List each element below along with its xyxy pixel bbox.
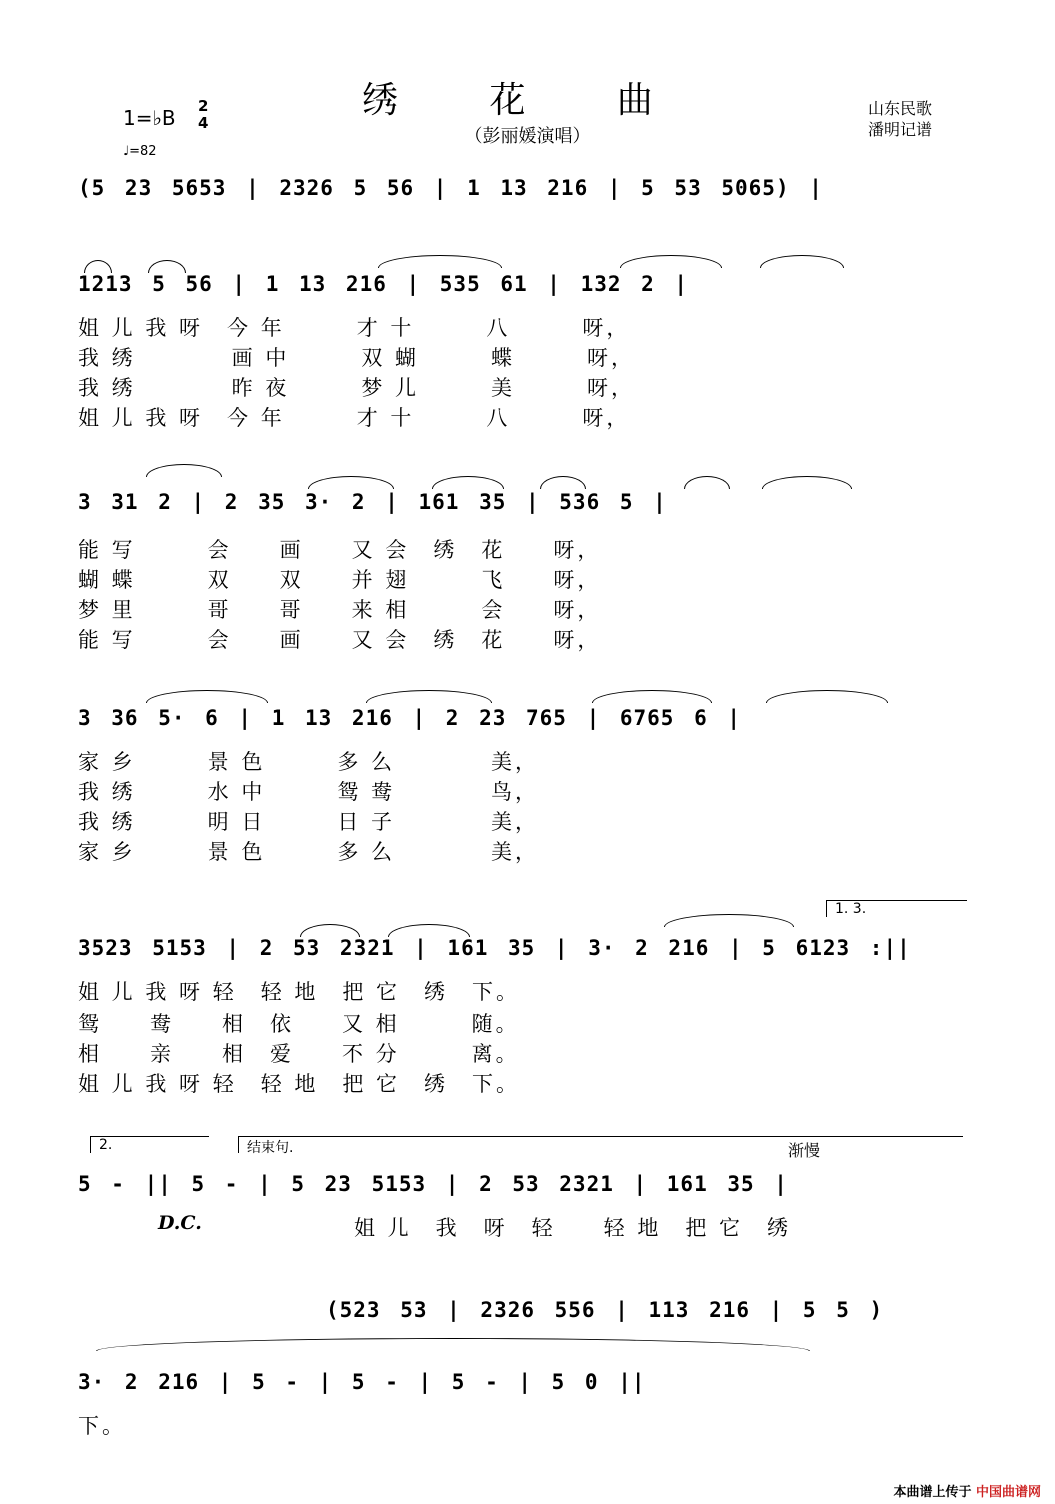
song-subtitle: （彭丽媛演唱） — [464, 126, 591, 147]
notation-line: 3 31 2 | 2 35 3· 2 | 161 35 | 536 5 | — [78, 490, 667, 514]
slur — [308, 476, 394, 489]
meter-bottom: 4 — [198, 114, 209, 132]
system-4 — [78, 706, 973, 742]
lyric-verse-2: 鸳 鸯 相 依 又 相 随。 — [78, 1012, 520, 1036]
slur — [146, 464, 222, 477]
slur — [96, 1338, 810, 1351]
slur — [432, 476, 504, 489]
footer-credit — [893, 1481, 1041, 1500]
lyric-verse-2: 我 绣 画 中 双 蝴 蝶 呀， — [78, 346, 636, 370]
slur — [146, 690, 268, 703]
lyric-verse-1: 姐 儿 我 呀 今 年 才 十 八 呀， — [78, 316, 631, 340]
lyric-verse-2: 我 绣 水 中 鸳 鸯 鸟， — [78, 780, 540, 804]
lyric-verse-3: 我 绣 昨 夜 梦 儿 美 呀， — [78, 376, 636, 400]
notation-line: (523 53 | 2326 556 | 113 216 | 5 5 ) — [326, 1298, 884, 1322]
system-2 — [78, 272, 973, 308]
lyric-verse-2: 蝴 蝶 双 双 并 翅 飞 呀， — [78, 568, 602, 592]
lyric-verse-4: 家 乡 景 色 多 么 美， — [78, 840, 540, 864]
slur — [684, 476, 730, 489]
slur — [592, 690, 712, 703]
notation-line: 1213 5 56 | 1 13 216 | 535 61 | 132 2 | — [78, 272, 689, 296]
ending-phrase-bracket: 结束句. — [238, 1136, 963, 1153]
meter-top: 2 — [198, 97, 209, 115]
volta-bracket-2: 2. — [90, 1136, 209, 1153]
notation-line: (5 23 5653 | 2326 5 56 | 1 13 216 | 5 53 5065) | — [78, 176, 823, 200]
lyric-ending: 姐 儿 我 呀 轻 轻 地 把 它 绣 — [354, 1216, 792, 1240]
system-1 — [78, 176, 973, 212]
lyric-verse-1: 能 写 会 画 又 会 绣 花 呀， — [78, 538, 602, 562]
footer-prefix: 本曲谱上传于 — [893, 1485, 972, 1500]
slur — [366, 690, 492, 703]
ritardando-marking: 渐慢 — [788, 1141, 821, 1160]
lyric-final: 下。 — [78, 1414, 126, 1438]
system-3 — [78, 490, 973, 526]
tempo-marking: ♩=82 — [123, 144, 157, 159]
lyric-verse-1: 家 乡 景 色 多 么 美， — [78, 750, 540, 774]
lyric-verse-3: 相 亲 相 爱 不 分 离。 — [78, 1042, 520, 1066]
notation-line: 3· 2 216 | 5 - | 5 - | 5 - | 5 0 || — [78, 1370, 646, 1394]
slur — [762, 476, 852, 489]
lyric-verse-4: 姐 儿 我 呀 轻 轻 地 把 它 绣 下。 — [78, 1072, 521, 1096]
transcriber-credit: 潘明记谱 — [868, 120, 933, 139]
lyric-verse-1: 姐 儿 我 呀 轻 轻 地 把 它 绣 下。 — [78, 980, 521, 1004]
slur — [760, 255, 844, 268]
slur — [766, 690, 888, 703]
notation-line: 3523 5153 | 2 53 2321 | 161 35 | 3· 2 216 | 5 6123 :|| — [78, 936, 911, 960]
volta-bracket-1: 1. 3. — [826, 900, 967, 917]
lyric-verse-4: 能 写 会 画 又 会 绣 花 呀， — [78, 628, 602, 652]
time-signature — [198, 98, 208, 132]
system-6 — [78, 1172, 973, 1208]
song-title: 绣 花 曲 — [362, 80, 693, 121]
lyric-verse-4: 姐 儿 我 呀 今 年 才 十 八 呀， — [78, 406, 631, 430]
notation-line: 5 - || 5 - | 5 23 5153 | 2 53 2321 | 161 35 | — [78, 1172, 788, 1196]
da-capo-marking: D.C. — [158, 1212, 202, 1234]
key-signature: 1=♭B — [123, 106, 176, 130]
site-logo[interactable]: 中国曲谱网 — [975, 1485, 1041, 1500]
lyric-verse-3: 梦 里 哥 哥 来 相 会 呀， — [78, 598, 602, 622]
slur — [620, 255, 722, 268]
system-8 — [78, 1370, 973, 1406]
slur — [664, 914, 794, 927]
system-7-interlude — [326, 1298, 956, 1334]
slur — [378, 255, 502, 268]
system-5 — [78, 936, 973, 972]
lyric-verse-3: 我 绣 明 日 日 子 美， — [78, 810, 540, 834]
slur — [540, 476, 586, 489]
genre-credit: 山东民歌 — [868, 99, 933, 118]
notation-line: 3 36 5· 6 | 1 13 216 | 2 23 765 | 6765 6 | — [78, 706, 742, 730]
